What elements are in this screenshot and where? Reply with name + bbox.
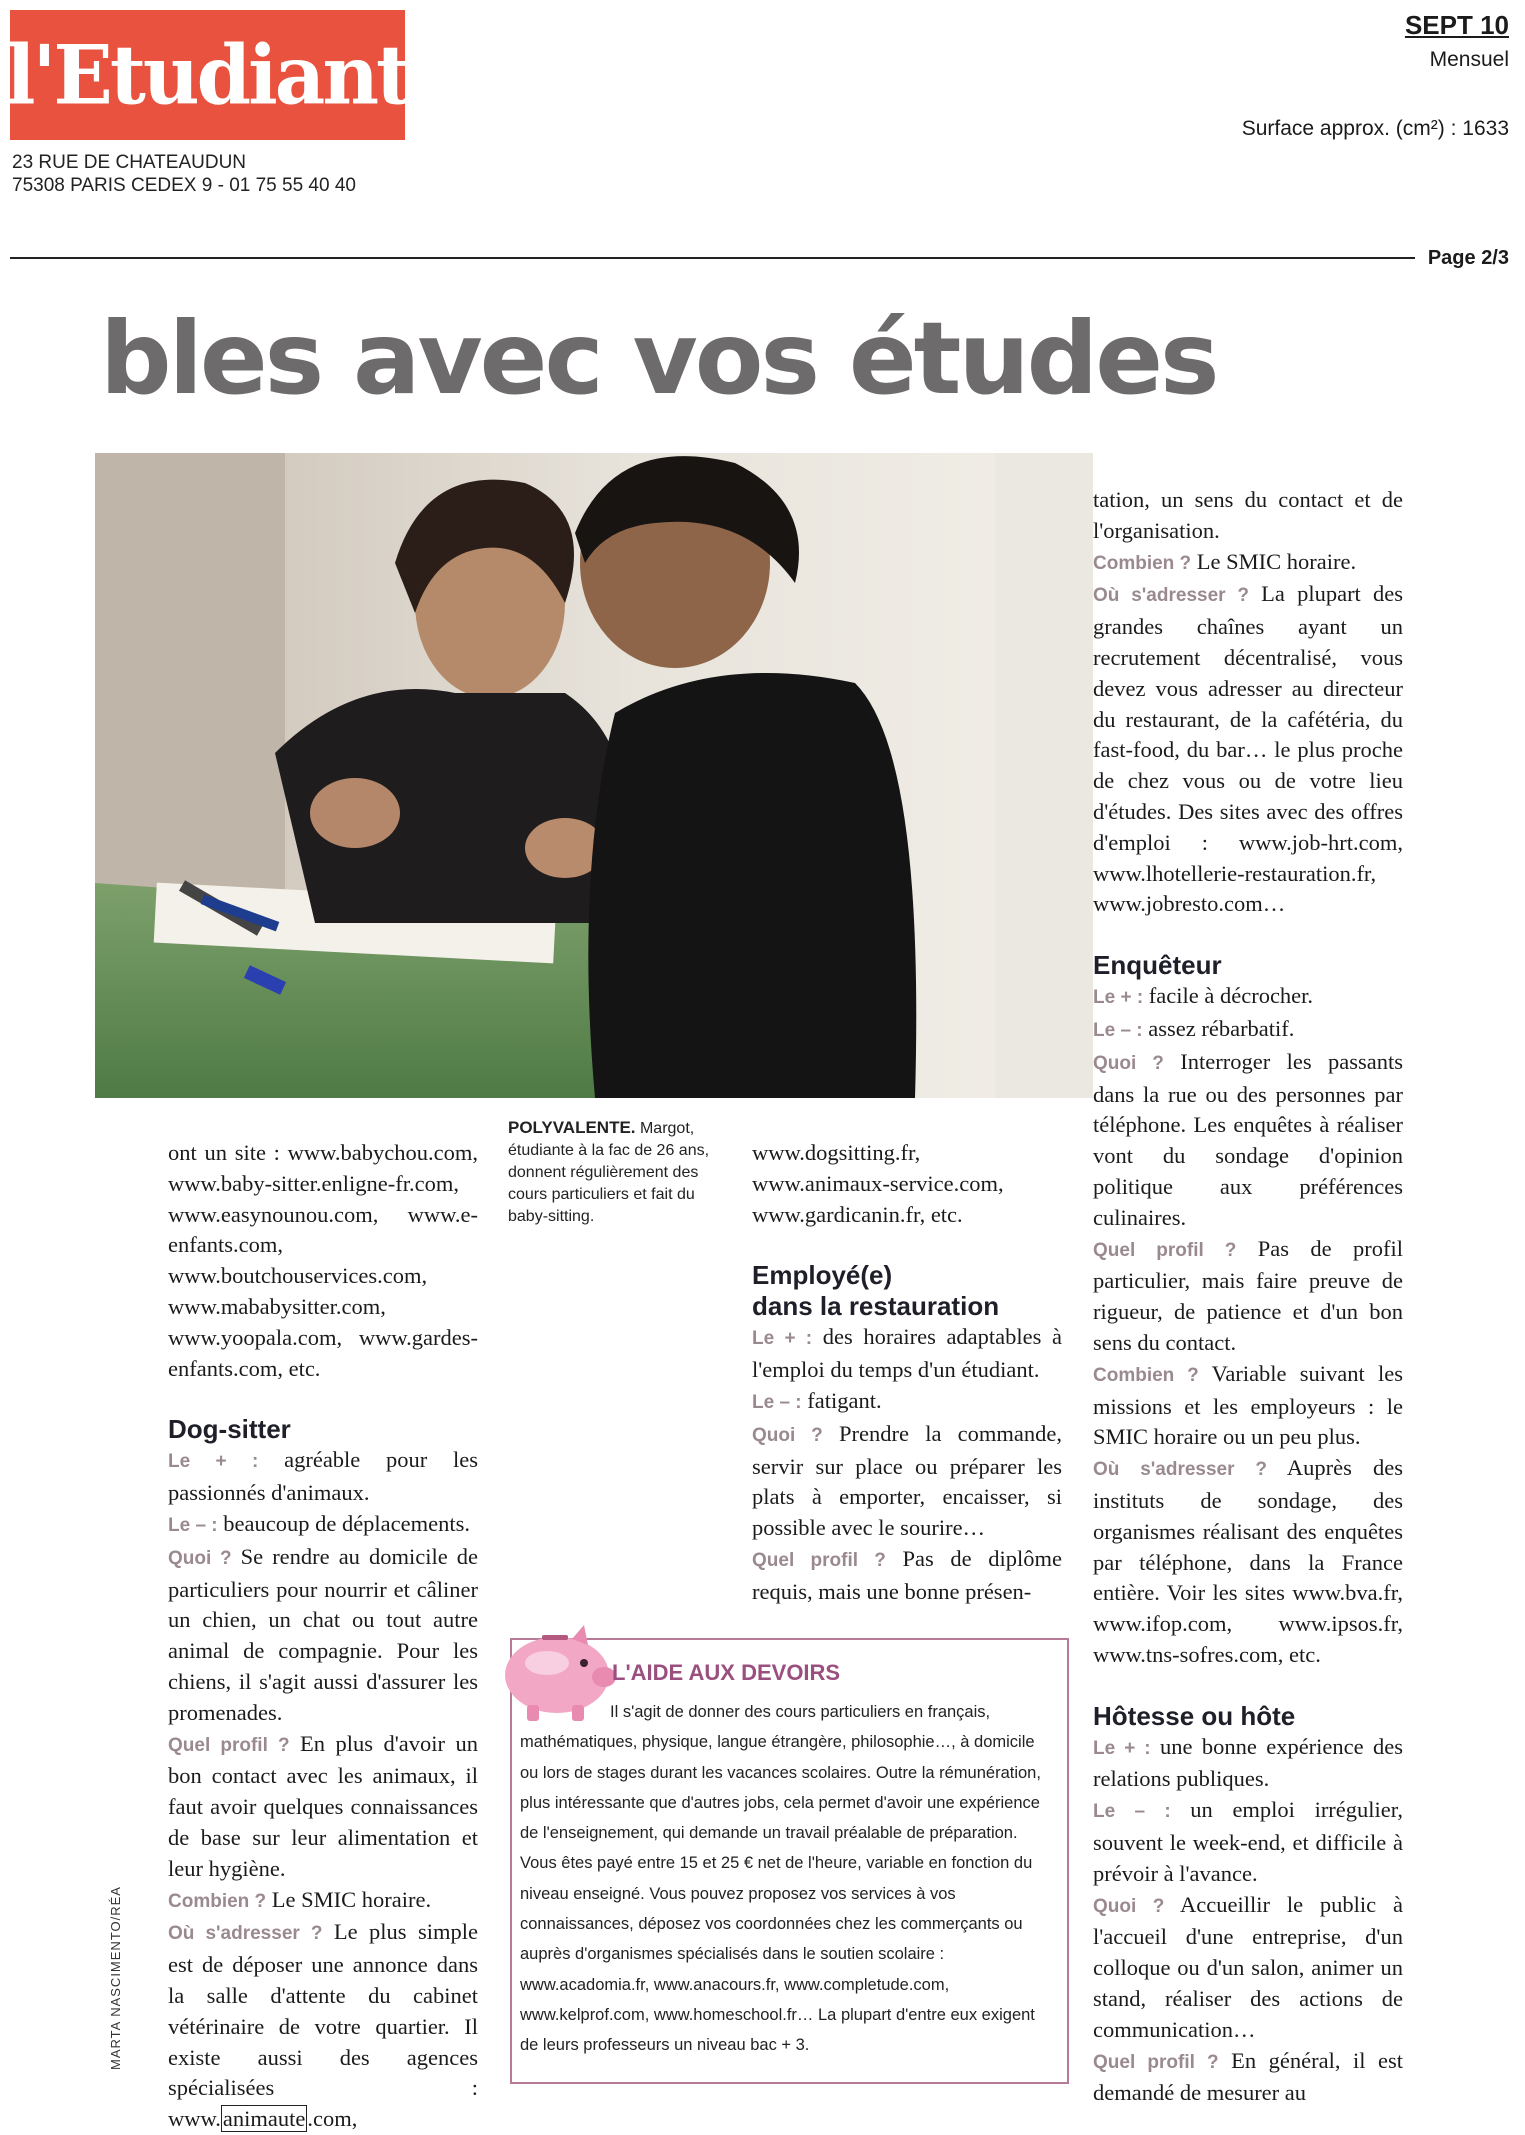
dog-urls: www.dogsitting.fr, www.animaux-service.com, www.gardicanin.fr, etc. — [752, 1140, 1004, 1227]
profil-label: Quel profil ? — [1093, 1239, 1237, 1261]
combien-label: Combien ? — [168, 1890, 267, 1912]
plus-label: Le + : — [752, 1328, 813, 1350]
dog-end: .com, — [307, 2106, 358, 2132]
section-title-restauration-2: dans la restauration — [752, 1291, 1000, 1322]
rest-plus: des horaires adaptables à l'emploi du temps d'un étudiant. — [752, 1324, 1062, 1383]
address-line-2: 75308 PARIS CEDEX 9 - 01 75 55 40 40 — [12, 175, 356, 196]
quoi-label: Quoi ? — [1093, 1895, 1165, 1917]
enq-combien: Variable suivant les missions et les employeurs : le SMIC horaire ou un peu plus. — [1093, 1360, 1403, 1450]
babysitting-sites: ont un site : www.babychou.com, www.baby-sitter.enligne-fr.com, www.easynounou.com, www.e-enfants.com, www.boutchouservices.com, www.mababysitter.com, www.yoopala.com, www.gardes-enfants.com, etc. — [168, 1140, 478, 1381]
caption-text: Margot, étudiante à la fac de 26 ans, donnent régulièrement des cours particuliers et fait du baby-sitting. — [508, 1120, 710, 1225]
issue-date: SEPT 10 — [1404, 10, 1509, 40]
caption-title: POLYVALENTE. — [508, 1118, 636, 1137]
article-headline: bles avec vos études — [100, 300, 1217, 417]
profil-label: Quel profil ? — [752, 1549, 886, 1571]
combien-label: Combien ? — [1093, 1364, 1199, 1386]
hot-profil: En général, il est demandé de mesurer au — [1093, 2047, 1403, 2106]
dog-adresser: Le plus simple est de déposer une annonce dans la salle d'attente du cabinet vétérinaire de votre quartier. Il existe aussi des agences spécialisées : www. — [168, 1919, 478, 2132]
adresser-label: Où s'adresser ? — [168, 1923, 323, 1945]
section-title-enqueteur: Enquêteur — [1093, 950, 1222, 981]
rest-adresser: La plupart des grandes chaînes ayant un recrutement décentralisé, vous devez vous adresser au directeur du restaurant, de la cafétéria, du fast-food, du bar… le plus proche de chez vous ou de votre lieu d'études. Des sites avec des offres d'emploi : www.job-hrt.com, www.lhotellerie-restauration.fr, www.jobresto.com… — [1093, 581, 1403, 917]
rest-quoi: Prendre la commande, servir sur place ou préparer les plats à emporter, encaisser, si possible avec le sourire… — [752, 1420, 1063, 1541]
combien-label: Combien ? — [1093, 552, 1192, 574]
adresser-label: Où s'adresser ? — [1093, 1459, 1267, 1481]
header-rule — [10, 257, 1415, 259]
photo-credit: MARTA NASCIMENTO/RÉA — [108, 1886, 123, 2070]
profil-label: Quel profil ? — [168, 1734, 290, 1756]
quoi-label: Quoi ? — [168, 1547, 232, 1569]
box-text: Il s'agit de donner des cours particuliers en français, mathématiques, physique, langue étrangère, philosophie…, à domicile ou lors de stages durant les vacances scolaires. Outre la rémunération, plus intéressante que d'autres jobs, cela permet d'avoir une expérience de l'enseignement, qui demande un travail préalable de préparation. Vous êtes payé entre 15 et 25 € net de l'heure, variable en fonction du niveau enseigné. Vous pouvez proposez vos services à vos connaissances, déposez vos coordonnées chez les commerçants ou auprès d'organismes spécialisés dans le soutien scolaire : www.acadomia.fr, www.anacours.fr, www.completude.com, www.kelprof.com, www.homeschool.fr… La plupart d'entre eux exigent de leurs professeurs un niveau bac + 3. — [520, 1703, 1041, 2055]
column-2 — [752, 1138, 1062, 1608]
plus-label: Le + : — [168, 1451, 259, 1473]
profil-label: Quel profil ? — [1093, 2051, 1219, 2073]
dog-quoi: Se rendre au domicile de particuliers pour nourrir et câliner un chien, un chat ou tout autre animal de compagnie. Pour les chiens, il s'agit aussi d'assurer les promenades. — [168, 1543, 479, 1725]
minus-label: Le – : — [752, 1391, 802, 1413]
newspaper-logo — [5, 10, 410, 140]
minus-label: Le – : — [168, 1514, 218, 1536]
hot-plus: une bonne expérience des relations publiques. — [1093, 1733, 1403, 1792]
rest-profil: Pas de diplôme requis, mais une bonne présen- — [752, 1545, 1062, 1604]
section-title-dog-sitter: Dog-sitter — [168, 1414, 291, 1445]
page-number: Page 2/3 — [1422, 247, 1509, 270]
plus-label: Le + : — [1093, 1737, 1151, 1759]
box-title: L'AIDE AUX DEVOIRS — [612, 1660, 841, 1685]
rest-combien: Le SMIC horaire. — [1191, 548, 1357, 574]
photo-caption — [508, 1117, 723, 1228]
dog-minus: beaucoup de déplacements. — [217, 1510, 471, 1536]
adresser-label: Où s'adresser ? — [1093, 585, 1249, 607]
boxed-url: animaute — [222, 2106, 306, 2132]
section-title-restauration-1: Employé(e) — [752, 1260, 893, 1291]
dog-plus: agréable pour les passionnés d'animaux. — [168, 1447, 478, 1506]
enq-adresser: Auprès des instituts de sondage, des organismes réalisant des enquêtes par téléphone, dans la France entière. Voir les sites www.bva.fr, www.ifop.com, www.ipsos.fr, www.tns-sofres.com, etc. — [1093, 1455, 1403, 1667]
quoi-label: Quoi ? — [752, 1424, 823, 1446]
dog-profil: En plus d'avoir un bon contact avec les animaux, il faut avoir quelques connaissances de base sur leur alimentation et leur hygiène. — [168, 1730, 478, 1881]
hot-minus: un emploi irrégulier, souvent le week-end, et difficile à prévoir à l'avance. — [1093, 1797, 1403, 1886]
minus-label: Le – : — [1093, 1019, 1143, 1041]
enq-profil: Pas de profil particulier, mais faire preuve de rigueur, de patience et d'un bon sens du contact. — [1093, 1235, 1403, 1355]
rest-cont: tation, un sens du contact et de l'organisation. — [1093, 487, 1403, 543]
rest-minus: fatigant. — [801, 1387, 882, 1413]
address-line-1: 23 RUE DE CHATEAUDUN — [12, 152, 247, 173]
surface-info: Surface approx. (cm²) : 1633 — [1241, 117, 1509, 140]
enq-minus: assez rébarbatif. — [1142, 1015, 1295, 1041]
dog-combien: Le SMIC horaire. — [266, 1886, 432, 1912]
section-title-hotesse: Hôtesse ou hôte — [1093, 1700, 1296, 1731]
plus-label: Le + : — [1093, 987, 1144, 1009]
hot-quoi: Accueillir le public à l'accueil d'une entreprise, d'un colloque ou d'un salon, animer un stand, réaliser des actions de communication… — [1093, 1891, 1403, 2042]
article-photo — [95, 453, 1093, 1098]
minus-label: Le – : — [1093, 1801, 1171, 1823]
quoi-label: Quoi ? — [1093, 1052, 1164, 1074]
enq-quoi: Interroger les passants dans la rue ou des personnes par téléphone. Les enquêtes à réaliser vont du sondage d'opinion politique aux préférences culinaires. — [1093, 1048, 1404, 1230]
enq-plus: facile à décrocher. — [1143, 983, 1314, 1009]
photo-illustration — [95, 453, 1093, 1098]
column-1 — [168, 1138, 478, 2135]
logo-text: l'Etudiant — [5, 27, 410, 123]
column-3 — [1093, 485, 1403, 2109]
frequency: Mensuel — [1429, 48, 1509, 71]
